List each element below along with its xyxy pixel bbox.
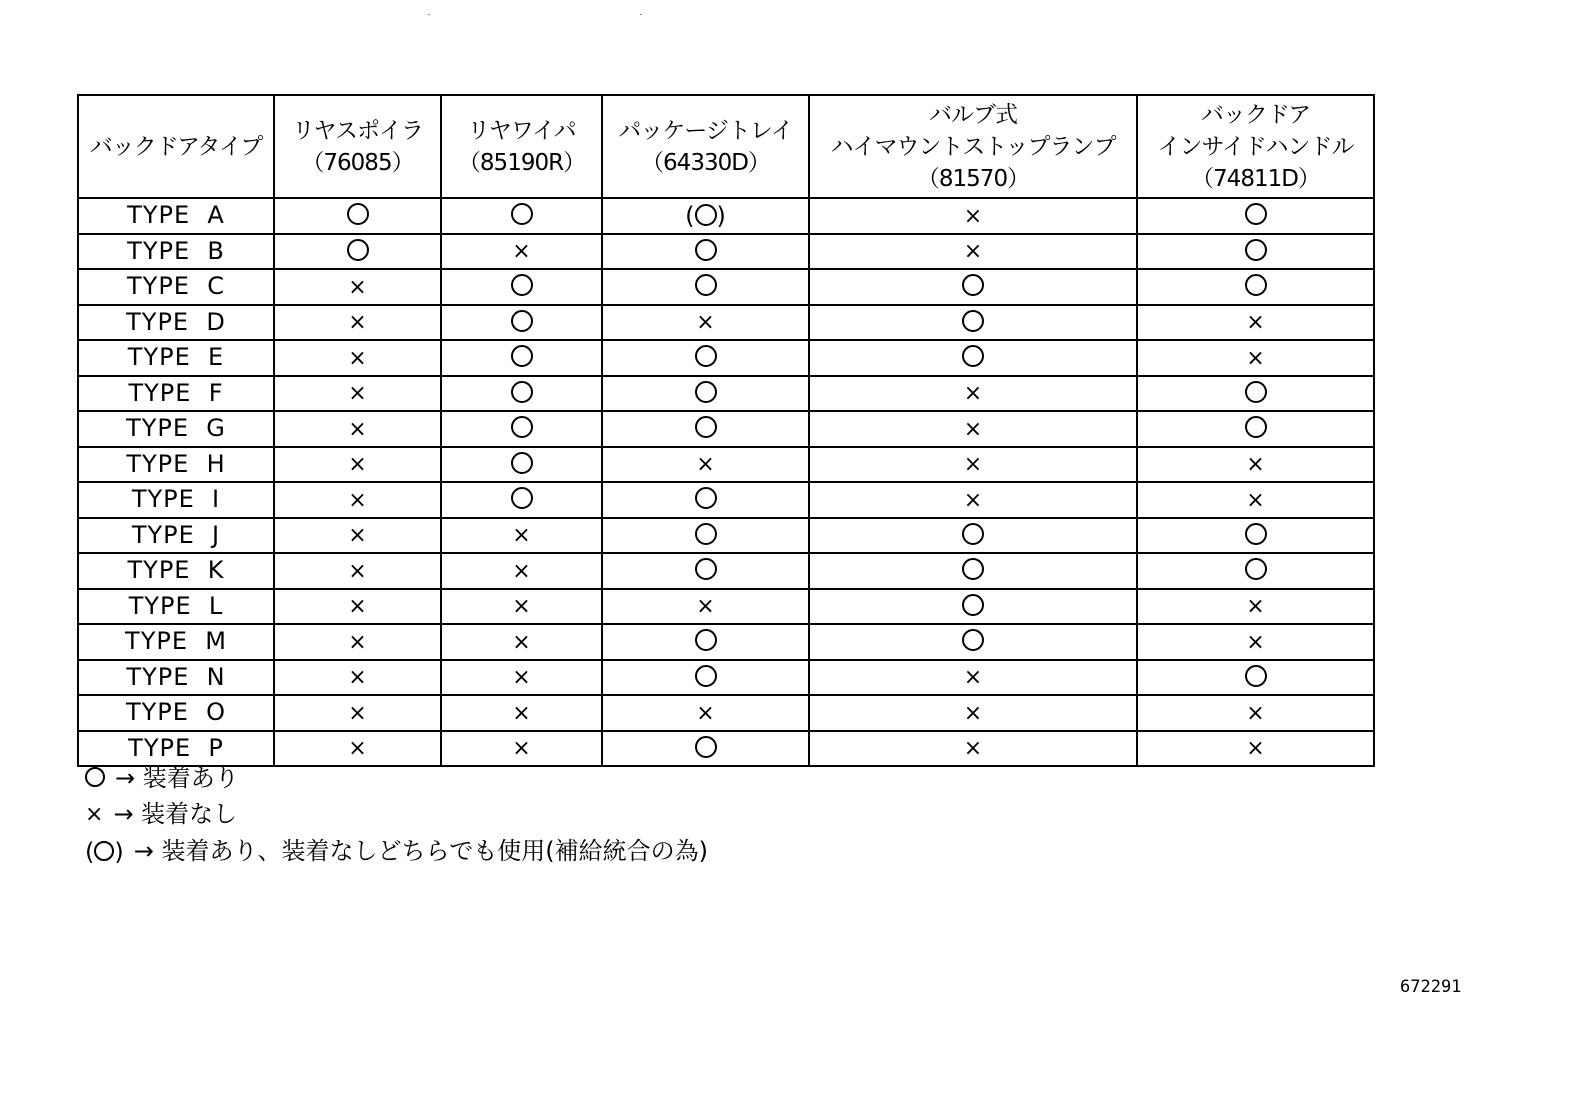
installation-cell xyxy=(809,269,1137,305)
not-installed-symbol: × xyxy=(348,558,367,584)
not-installed-symbol: × xyxy=(348,310,367,335)
installation-cell xyxy=(441,198,602,234)
not-installed-symbol: × xyxy=(963,452,983,477)
installation-cell xyxy=(602,518,809,554)
column-header-line: （64330D） xyxy=(641,149,770,176)
installed-symbol xyxy=(1245,416,1267,438)
installation-cell xyxy=(602,695,809,731)
installed-symbol xyxy=(1245,274,1267,296)
installed-symbol xyxy=(695,345,717,367)
installation-cell xyxy=(602,624,809,660)
installation-cell xyxy=(441,305,602,341)
type-cell xyxy=(78,411,274,447)
not-installed-symbol: × xyxy=(512,523,531,548)
column-header-line: バルブ式 xyxy=(929,101,1017,128)
column-header xyxy=(78,95,274,198)
installed-symbol xyxy=(962,274,984,296)
installation-cell xyxy=(274,482,441,518)
installed-symbol xyxy=(511,274,533,296)
installation-cell xyxy=(1137,234,1374,270)
type-cell xyxy=(78,482,274,518)
type-cell xyxy=(78,624,274,660)
installed-symbol xyxy=(511,203,533,225)
table-row xyxy=(78,553,1374,589)
installation-cell xyxy=(1137,269,1374,305)
installation-cell xyxy=(1137,553,1374,589)
not-installed-symbol: × xyxy=(512,736,531,761)
column-header-line: （85190R） xyxy=(457,149,586,176)
table-row xyxy=(78,695,1374,731)
installed-symbol xyxy=(962,558,984,580)
installation-cell xyxy=(602,305,809,341)
not-installed-symbol: × xyxy=(1246,310,1265,335)
installation-cell xyxy=(274,269,441,305)
not-installed-symbol: × xyxy=(963,381,983,406)
legend-text: → 装着あり xyxy=(115,764,239,792)
not-installed-symbol: × xyxy=(348,381,367,406)
installed-symbol xyxy=(511,381,533,403)
installation-cell xyxy=(274,447,441,483)
not-installed-symbol: × xyxy=(1246,452,1265,477)
legend xyxy=(85,760,708,870)
installed-symbol xyxy=(1245,665,1267,687)
not-installed-symbol: × xyxy=(696,700,715,726)
not-installed-symbol: × xyxy=(963,239,983,264)
type-cell xyxy=(78,447,274,483)
table-row xyxy=(78,447,1374,483)
not-installed-symbol: × xyxy=(348,274,367,300)
not-installed-symbol: × xyxy=(512,558,531,584)
installation-cell xyxy=(809,731,1137,767)
installation-cell xyxy=(809,198,1137,234)
type-cell xyxy=(78,695,274,731)
installation-cell xyxy=(274,234,441,270)
type-cell xyxy=(78,518,274,554)
installed-symbol xyxy=(695,416,717,438)
not-installed-symbol: × xyxy=(512,700,531,726)
not-installed-symbol: × xyxy=(348,665,367,690)
installed-symbol xyxy=(1245,381,1267,403)
type-label: TYPE P xyxy=(128,733,224,762)
installation-cell xyxy=(602,376,809,412)
installed-symbol xyxy=(1245,558,1267,580)
installed-symbol xyxy=(695,736,717,758)
type-cell xyxy=(78,660,274,696)
installed-symbol xyxy=(511,452,533,474)
not-installed-symbol: × xyxy=(348,523,367,548)
installation-cell xyxy=(274,305,441,341)
not-installed-symbol: × xyxy=(348,629,367,655)
type-label: TYPE D xyxy=(126,307,226,336)
type-cell xyxy=(78,376,274,412)
installed-symbol xyxy=(695,274,717,296)
installed-symbol xyxy=(347,203,369,225)
installation-cell xyxy=(1137,340,1374,376)
column-header xyxy=(274,95,441,198)
installation-cell xyxy=(602,411,809,447)
legend-item xyxy=(85,796,708,833)
installation-cell xyxy=(602,482,809,518)
not-installed-symbol: × xyxy=(348,736,367,761)
installed-symbol xyxy=(85,767,105,787)
installation-cell xyxy=(441,340,602,376)
installation-cell xyxy=(602,234,809,270)
type-cell xyxy=(78,589,274,625)
installation-cell xyxy=(809,340,1137,376)
installed-symbol xyxy=(695,558,717,580)
installation-cell xyxy=(274,660,441,696)
installation-cell xyxy=(1137,660,1374,696)
not-installed-symbol: × xyxy=(348,594,367,619)
installation-cell xyxy=(441,660,602,696)
installed-symbol xyxy=(1245,523,1267,545)
installed-symbol xyxy=(695,239,717,261)
installation-cell xyxy=(441,482,602,518)
not-installed-symbol: × xyxy=(696,310,715,335)
installed-symbol xyxy=(511,310,533,332)
installation-cell xyxy=(602,447,809,483)
column-header-line: （81570） xyxy=(916,165,1030,192)
document-id: 672291 xyxy=(1400,977,1462,997)
not-installed-symbol: × xyxy=(963,203,983,229)
legend-text: → 装着なし xyxy=(113,800,238,828)
installation-cell xyxy=(441,589,602,625)
type-label: TYPE H xyxy=(126,449,226,478)
installation-cell xyxy=(274,695,441,731)
installed-symbol xyxy=(1245,203,1267,225)
type-label: TYPE C xyxy=(127,272,225,301)
installed-symbol xyxy=(1245,239,1267,261)
table-row xyxy=(78,340,1374,376)
installed-symbol xyxy=(695,629,717,651)
type-cell xyxy=(78,305,274,341)
installation-cell xyxy=(809,660,1137,696)
not-installed-symbol: × xyxy=(1246,594,1265,619)
table-header-row xyxy=(78,95,1374,198)
installation-cell xyxy=(1137,589,1374,625)
not-installed-symbol: × xyxy=(963,665,983,690)
not-installed-symbol: × xyxy=(1246,629,1265,655)
column-header-line: リヤワイパ xyxy=(467,117,576,144)
installation-cell xyxy=(274,376,441,412)
not-installed-symbol: × xyxy=(696,594,715,619)
not-installed-symbol: × xyxy=(963,700,983,726)
installation-cell xyxy=(274,553,441,589)
not-installed-symbol: × xyxy=(512,665,531,690)
table-row xyxy=(78,376,1374,412)
not-installed-symbol: × xyxy=(348,700,367,726)
column-header xyxy=(602,95,809,198)
type-label: TYPE J xyxy=(131,520,221,549)
installation-cell xyxy=(602,660,809,696)
table-row xyxy=(78,198,1374,234)
installed-symbol xyxy=(962,310,984,332)
installation-cell xyxy=(809,624,1137,660)
installation-cell xyxy=(1137,518,1374,554)
column-header-line: バックドア xyxy=(1200,101,1311,128)
installation-cell xyxy=(1137,695,1374,731)
type-label: TYPE K xyxy=(127,556,225,585)
table-row xyxy=(78,624,1374,660)
installation-cell xyxy=(441,234,602,270)
installation-cell xyxy=(809,518,1137,554)
installed-symbol xyxy=(962,523,984,545)
installation-cell xyxy=(441,553,602,589)
installed-symbol xyxy=(962,345,984,367)
column-header-line: リヤスポイラ xyxy=(291,117,424,144)
installation-cell xyxy=(809,695,1137,731)
scan-dot xyxy=(428,14,430,15)
installation-cell xyxy=(602,269,809,305)
installation-cell xyxy=(274,518,441,554)
legend-item xyxy=(85,760,708,796)
not-installed-symbol: × xyxy=(512,594,531,619)
table-row xyxy=(78,518,1374,554)
table-row xyxy=(78,411,1374,447)
type-cell xyxy=(78,234,274,270)
column-header-line: （74811D） xyxy=(1191,165,1320,192)
installed-symbol xyxy=(962,629,984,651)
installation-cell xyxy=(274,589,441,625)
legend-text: → 装着あり、装着なしどちらでも使用(補給統合の為) xyxy=(133,837,708,865)
installation-cell xyxy=(441,518,602,554)
installation-cell xyxy=(809,376,1137,412)
type-cell xyxy=(78,269,274,305)
installed-symbol xyxy=(511,487,533,509)
installation-cell xyxy=(441,624,602,660)
installation-cell xyxy=(1137,411,1374,447)
installation-cell xyxy=(1137,376,1374,412)
column-header-line: （76085） xyxy=(301,149,414,176)
installation-cell xyxy=(274,198,441,234)
installed-symbol xyxy=(695,487,717,509)
type-label: TYPE A xyxy=(127,201,225,230)
type-label: TYPE N xyxy=(126,662,226,691)
type-label: TYPE L xyxy=(128,591,224,620)
not-installed-symbol: × xyxy=(512,629,531,655)
not-installed-symbol: × xyxy=(1246,700,1265,726)
not-installed-symbol: × xyxy=(963,487,983,513)
installation-cell xyxy=(274,340,441,376)
installation-cell xyxy=(809,305,1137,341)
installation-cell xyxy=(1137,305,1374,341)
installation-cell xyxy=(441,695,602,731)
installation-cell xyxy=(274,624,441,660)
installation-cell xyxy=(441,447,602,483)
installation-cell xyxy=(809,234,1137,270)
installation-cell xyxy=(602,553,809,589)
installed-symbol xyxy=(511,416,533,438)
installation-cell xyxy=(809,411,1137,447)
type-label: TYPE M xyxy=(125,627,227,656)
type-label: TYPE B xyxy=(127,236,225,265)
table-row xyxy=(78,660,1374,696)
installation-cell xyxy=(274,411,441,447)
type-label: TYPE O xyxy=(125,698,227,727)
type-label: TYPE I xyxy=(131,485,221,514)
not-installed-symbol: × xyxy=(85,802,104,827)
installation-cell xyxy=(1137,198,1374,234)
table-row xyxy=(78,234,1374,270)
installation-cell xyxy=(809,447,1137,483)
installed-symbol xyxy=(962,594,984,616)
table-row xyxy=(78,269,1374,305)
installed-symbol xyxy=(695,523,717,545)
type-label: TYPE F xyxy=(128,378,224,407)
column-header-line: バックドアタイプ xyxy=(89,133,263,160)
type-cell xyxy=(78,340,274,376)
not-installed-symbol: × xyxy=(696,452,715,477)
installation-cell xyxy=(441,411,602,447)
column-header xyxy=(441,95,602,198)
installation-cell xyxy=(1137,482,1374,518)
type-label: TYPE G xyxy=(126,414,226,443)
installation-cell xyxy=(441,376,602,412)
column-header-line: パッケージトレイ xyxy=(618,117,793,144)
type-cell xyxy=(78,198,274,234)
installation-cell xyxy=(441,269,602,305)
optional-symbol: ( ) xyxy=(85,838,124,866)
table-row xyxy=(78,482,1374,518)
installation-cell xyxy=(1137,624,1374,660)
installation-cell xyxy=(809,482,1137,518)
not-installed-symbol: × xyxy=(348,452,367,477)
installation-cell xyxy=(809,553,1137,589)
column-header-line: ハイマウントストップランプ xyxy=(830,133,1116,160)
not-installed-symbol: × xyxy=(348,487,367,513)
installation-cell xyxy=(602,340,809,376)
installation-cell xyxy=(1137,447,1374,483)
backdoor-type-table xyxy=(77,94,1375,767)
not-installed-symbol: × xyxy=(963,736,983,761)
type-cell xyxy=(78,553,274,589)
not-installed-symbol: × xyxy=(1246,345,1265,371)
type-label: TYPE E xyxy=(127,343,225,372)
not-installed-symbol: × xyxy=(348,416,367,442)
installed-symbol xyxy=(347,239,369,261)
column-header xyxy=(809,95,1137,198)
installation-cell xyxy=(809,589,1137,625)
not-installed-symbol: × xyxy=(1246,736,1265,761)
optional-symbol: ( ) xyxy=(685,201,726,230)
table-row xyxy=(78,305,1374,341)
not-installed-symbol: × xyxy=(348,345,367,371)
installed-symbol xyxy=(511,345,533,367)
installation-cell xyxy=(602,198,809,234)
legend-item xyxy=(85,833,708,870)
installation-cell xyxy=(1137,731,1374,767)
table-row xyxy=(78,589,1374,625)
not-installed-symbol: × xyxy=(1246,487,1265,513)
installed-symbol xyxy=(695,381,717,403)
column-header xyxy=(1137,95,1374,198)
not-installed-symbol: × xyxy=(512,239,531,264)
column-header-line: インサイドハンドル xyxy=(1157,133,1354,160)
installed-symbol xyxy=(695,665,717,687)
not-installed-symbol: × xyxy=(963,416,983,442)
scan-dot xyxy=(640,14,642,15)
installation-cell xyxy=(602,589,809,625)
